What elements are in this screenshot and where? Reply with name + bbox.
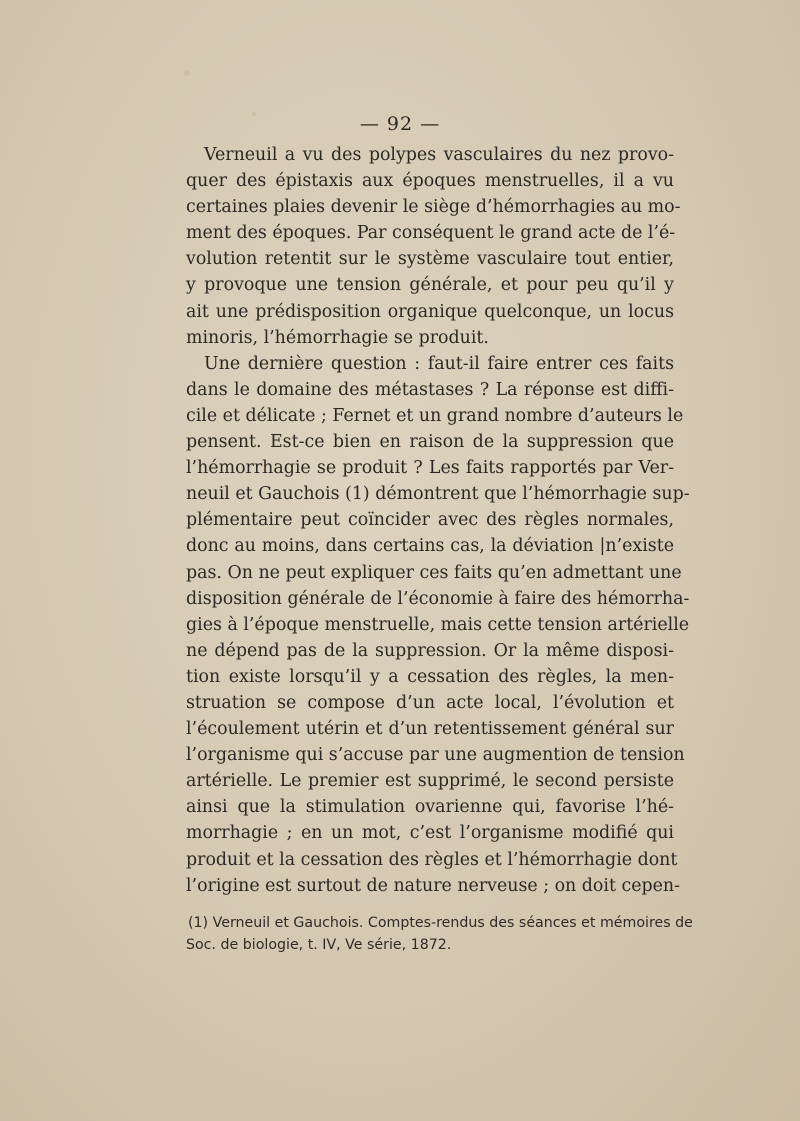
text-line: l’organisme qui s’accuse par une augmention de tension — [186, 745, 685, 766]
text-line: ne dépend pas de la suppression. Or la même disposi- — [186, 640, 674, 661]
body-text — [186, 142, 690, 899]
text-line: certaines plaies devenir le siège d’hémorrhagies au mo- — [186, 197, 681, 218]
text-line: minoris, l’hémorrhagie se produit. — [186, 327, 489, 348]
text-line: artérielle. Le premier est supprimé, le second persiste — [186, 771, 674, 792]
text-line: produit et la cessation des règles et l’hémorrhagie dont — [186, 849, 678, 870]
page-number: — 92 — — [359, 113, 441, 135]
text-line: l’écoulement utérin et d’un retentissement général sur — [186, 719, 674, 740]
text-line: gies à l’époque menstruelle, mais cette tension artérielle — [186, 614, 690, 635]
text-line: plémentaire peut coïncider avec des règles normales, — [186, 510, 674, 531]
text-line: disposition générale de l’économie à faire des hémorrha- — [186, 588, 690, 609]
text-line: pensent. Est-ce bien en raison de la suppression que — [186, 432, 674, 453]
text-line: dans le domaine des métastases ? La réponse est diffi- — [186, 379, 674, 400]
text-line: Une dernière question : faut-il faire entrer ces faits — [204, 353, 674, 374]
text-line: y provoque une tension générale, et pour peu qu’il y — [186, 275, 674, 296]
text-line: Verneuil a vu des polypes vasculaires du nez provo- — [204, 145, 674, 165]
footnote-line: (1) Verneuil et Gauchois. Comptes-rendus des séances et mémoires de — [188, 915, 693, 931]
paper-spot — [184, 70, 190, 76]
text-line: morrhagie ; en un mot, c’est l’organisme modifié qui — [186, 823, 674, 844]
text-line: ment des époques. Par conséquent le grand acte de l’é- — [186, 223, 676, 244]
text-line: l’origine est surtout de nature nerveuse ; on doit cepen- — [186, 875, 681, 896]
text-line: l’hémorrhagie se produit ? Les faits rapportés par Ver- — [186, 458, 674, 479]
text-line: quer des épistaxis aux époques menstruelles, il a vu — [186, 171, 674, 192]
text-line: struation se compose d’un acte local, l’évolution et — [186, 692, 674, 713]
text-line: neuil et Gauchois (1) démontrent que l’hémorrhagie sup- — [186, 484, 690, 505]
footnote — [186, 912, 693, 956]
text-line: ainsi que la stimulation ovarienne qui, favorise l’hé- — [186, 797, 674, 818]
text-line: volution retentit sur le système vasculaire tout entier, — [186, 249, 674, 270]
text-line: tion existe lorsqu’il y a cessation des règles, la men- — [186, 666, 674, 687]
text-line: pas. On ne peut expliquer ces faits qu’en admettant une — [186, 562, 682, 583]
text-line: cile et délicate ; Fernet et un grand nombre d’auteurs le — [186, 405, 684, 426]
text-line: donc au moins, dans certains cas, la déviation |n’existe — [186, 536, 674, 557]
text-line: ait une prédisposition organique quelconque, un locus — [186, 301, 674, 322]
footnote-line: Soc. de biologie, t. IV, Ve série, 1872. — [186, 937, 452, 953]
